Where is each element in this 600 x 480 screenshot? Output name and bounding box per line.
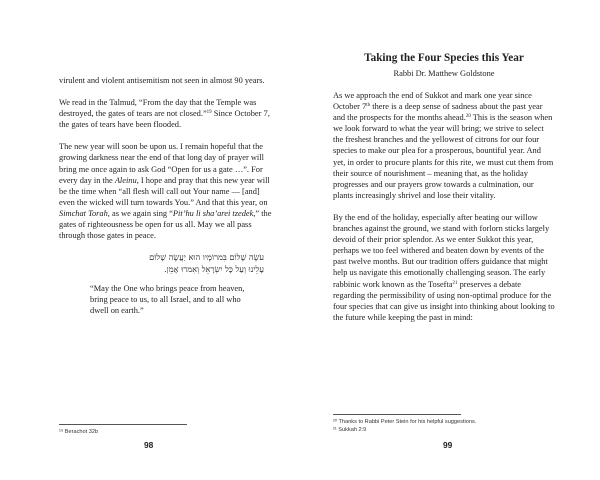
left-page-body	[59, 75, 272, 317]
footnote-divider	[333, 414, 461, 415]
footnote: ²¹ Sukkah 2:9	[333, 427, 367, 433]
hebrew-prayer-line-1: עֹשֶׂה שָׁלוֹם בִּמרוֹמָיו הוּא יַעֲשֶׂה שָׁלוֹם	[149, 252, 264, 263]
article-title: Taking the Four Species this Year	[364, 52, 524, 64]
footnote: ¹⁹ Berachot 32b	[59, 429, 99, 435]
article-author: Rabbi Dr. Matthew Goldstone	[393, 69, 495, 78]
paragraph: By the end of the holiday, especially after beating our willow branches against the ground, we stand with forlorn sticks largely devoid of their prior splendor. As we enter Sukkot this year, perhaps we too feel withered and beaten down by events of the past twelve months. But our tradition offers guidance that might help us navigate this emotionally challenging season. The early rabbinic work known as the Tosefta$^{21}$ preserves a debate regarding the permissibility of using non-optimal produce for the four species that can give us insight into thinking about looking to the future while keeping the past in mind:	[333, 212, 555, 322]
right-page-body	[333, 90, 555, 323]
paragraph: virulent and violent antisemitism not seen in almost 90 years.	[59, 76, 265, 85]
page-number: 99	[443, 440, 453, 450]
paragraph: We read in the Talmud, “From the day that the Temple was destroyed, the gates of tears are not closed.”$^{19}$ Since October 7, the gates of tears have been flooded.	[59, 98, 270, 130]
footnote-divider	[59, 424, 187, 425]
hebrew-prayer-line-2: עָלֵינוּ וְעַל כָּל יִשְׂרָאֵל וְאִמרוּ אָמֵן.	[164, 263, 264, 274]
paragraph: The new year will soon be upon us. I remain hopeful that the growing darkness near the end of that long day of prayer will bring me once again to ask God “Open for us a gate …”. For every day in the Aleinu, I hope and pray that this new year will be the time when “all flesh will call out Your name — [and] even the wicked will turn towards You.” And that this year, on Simchat Torah, as we again sing “Pit’hu li sha’arei tzedek,” the gates of righteousness be open for us all. May we all pass through those gates in peace.	[59, 142, 272, 241]
paragraph: As we approach the end of Sukkot and mark one year since October 7th there is a deep sense of sadness about the past year and the prospects for the months ahead.$^{20}$ This is the season when we look forward to what the year will bring; we strive to select the freshest branches and the yellowest of citrons for our four species to make our plea for a prosperous, bountiful year. And yet, in order to procure plants for this rite, we must cut them from their source of nourishment – meaning that, as the holiday progresses and our prayers grow towards a culmination, our plants increasingly shrivel and lose their vitality.	[333, 91, 554, 200]
footnote-ref: 20	[465, 114, 471, 119]
footnote-ref: 19	[206, 110, 212, 115]
footnote-ref: 21	[452, 280, 458, 286]
page-number: 98	[144, 440, 154, 450]
translation-quote: “May the One who brings peace from heaven, bring peace to us, to all Israel, and to all who dwell on earth.”	[90, 284, 245, 316]
footnote: ²⁰ Thanks to Rabbi Peter Stein for his helpful suggestions.	[333, 419, 477, 425]
